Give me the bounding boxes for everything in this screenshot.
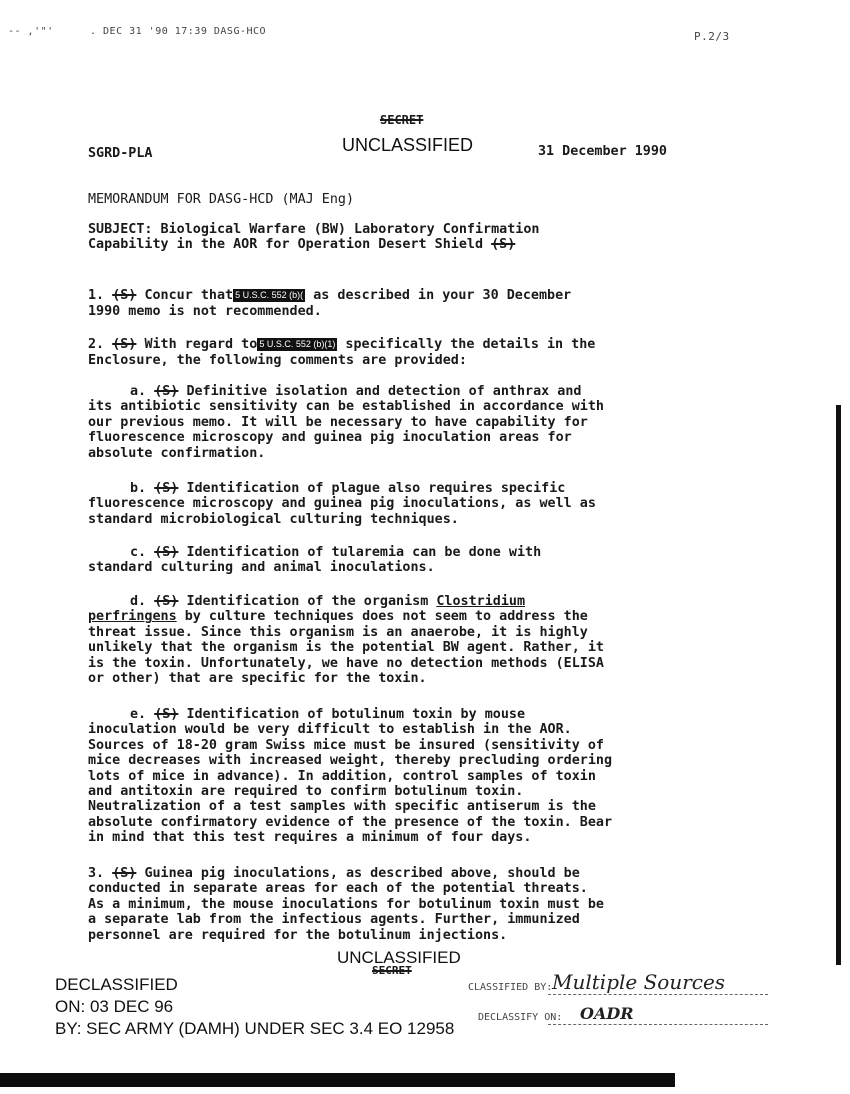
subject-line-2 [88, 237, 515, 252]
fax-page-number: P.2/3 [694, 30, 730, 43]
subparagraph-c-mark: (S) [154, 545, 179, 560]
paragraph-3-number: 3. [88, 866, 105, 881]
subparagraph-e-line: lots of mice in advance). In addition, control samples of toxin [88, 768, 596, 784]
subject-line-1: SUBJECT: Biological Warfare (BW) Laboratory Confirmation [88, 222, 540, 237]
paragraph-2-mark: (S) [112, 337, 137, 352]
classified-by-signature: Multiple Sources [552, 970, 726, 994]
declassified-date: ON: 03 DEC 96 [55, 997, 174, 1016]
declassified-label: DECLASSIFIED [55, 975, 178, 994]
paragraph-1-line-2: 1990 memo is not recommended. [88, 304, 322, 319]
memorandum-for: MEMORANDUM FOR DASG-HCD (MAJ Eng) [88, 192, 355, 207]
subparagraph-e-line: inoculation would be very difficult to establish in the AOR. [88, 722, 572, 738]
subparagraph-a-letter: a. [130, 384, 147, 399]
subparagraph-e-line: and antitoxin are required to confirm botulinum toxin. [88, 784, 524, 800]
subparagraph-a-line: absolute confirmation. [88, 445, 266, 461]
scan-edge-bar [836, 405, 841, 965]
subparagraph-b-letter: b. [130, 481, 147, 496]
organism-genus: Clostridium [436, 594, 526, 609]
paragraph-3-line: As a minimum, the mouse inoculations for botulinum toxin must be [88, 896, 604, 912]
paragraph-3-line: a separate lab from the infectious agents. Further, immunized [88, 912, 580, 928]
subparagraph-e-line: mice decreases with increased weight, thereby precluding ordering [88, 753, 613, 769]
subparagraph-d-line: threat issue. Since this organism is an anaerobe, it is highly [88, 624, 588, 640]
paragraph-1-lead: Concur that [144, 288, 234, 303]
paragraph-2-line-2: Enclosure, the following comments are provided: [88, 353, 467, 368]
memo-date: 31 December 1990 [538, 144, 667, 159]
subparagraph-d-line: is the toxin. Unfortunately, we have no detection methods (ELISA [88, 655, 604, 671]
subparagraph-d-line2-rest: by culture techniques does not seem to address the [184, 609, 588, 625]
classification-top: UNCLASSIFIED [342, 135, 474, 155]
fax-marks: -- ,'"' [8, 26, 54, 37]
paragraph-3 [88, 866, 604, 943]
paragraph-3-line: Guinea pig inoculations, as described above, should be [144, 866, 580, 881]
redaction-box: 5 U.S.C. 552 (b)( [235, 290, 304, 300]
subparagraph-d-line: or other) that are specific for the toxin. [88, 671, 427, 687]
subparagraph-a-line: fluorescence microscopy and guinea pig inoculation areas for [88, 430, 572, 446]
subparagraph-d-first: Identification of the organism [186, 594, 429, 609]
subparagraph-e-letter: e. [130, 707, 147, 722]
classification-bottom: UNCLASSIFIED [337, 948, 461, 967]
paragraph-1-line-1 [88, 288, 571, 303]
classified-by-label: CLASSIFIED BY: [468, 982, 553, 993]
paragraph-2-rest: specifically the details in the [345, 337, 596, 352]
subparagraph-b-line: Identification of plague also requires specific [186, 481, 566, 496]
classified-by-line [548, 994, 768, 995]
paragraph-3-line: personnel are required for the botulinum injections. [88, 927, 508, 943]
subparagraph-a-line: our previous memo. It will be necessary to have capability for [88, 414, 588, 430]
subparagraph-c-letter: c. [130, 545, 147, 560]
subparagraph-d-line: unlikely that the organism is the potential BW agent. Rather, it [88, 640, 604, 656]
subparagraph-d [88, 594, 604, 686]
paragraph-1-number: 1. [88, 288, 105, 303]
subparagraph-e-line: Sources of 18-20 gram Swiss mice must be insured (sensitivity of [88, 737, 604, 753]
subparagraph-c [88, 545, 541, 576]
paragraph-1-mark: (S) [112, 288, 137, 303]
fax-header-line: . DEC 31 '90 17:39 DASG-HCO [90, 26, 267, 37]
classification-top-struck: SECRET [380, 113, 424, 127]
subparagraph-b-mark: (S) [154, 481, 179, 496]
organism-species: perfringens [88, 609, 177, 625]
subject-class-mark: (S) [491, 237, 516, 252]
subparagraph-e-line: in mind that this test requires a minimum of four days. [88, 830, 532, 846]
paragraph-3-line: conducted in separate areas for each of the potential threats. [88, 881, 588, 897]
subparagraph-e [88, 707, 612, 846]
subparagraph-d-mark: (S) [154, 594, 179, 609]
subparagraph-a-mark: (S) [154, 384, 179, 399]
declassified-authority: BY: SEC ARMY (DAMH) UNDER SEC 3.4 EO 12958 [55, 1019, 455, 1038]
declassify-on-label: DECLASSIFY ON: [478, 1012, 563, 1023]
paragraph-3-mark: (S) [112, 866, 137, 881]
declassify-on-line [548, 1024, 768, 1025]
subparagraph-c-line: standard culturing and animal inoculations. [88, 560, 435, 576]
subparagraph-a-line: its antibiotic sensitivity can be established in accordance with [88, 399, 604, 415]
subject-line-2-text: Capability in the AOR for Operation Desert Shield [88, 237, 484, 252]
subparagraph-e-line: Identification of botulinum toxin by mouse [186, 707, 526, 722]
scan-bottom-bar [0, 1073, 675, 1087]
classification-bottom-struck: SECRET [372, 964, 412, 977]
subparagraph-b [88, 481, 596, 527]
paragraph-2-lead: With regard to [144, 337, 258, 352]
subparagraph-a-line: Definitive isolation and detection of anthrax and [186, 384, 582, 399]
declassification-block [55, 974, 454, 1040]
subparagraph-d-letter: d. [130, 594, 147, 609]
subparagraph-e-mark: (S) [154, 707, 179, 722]
subparagraph-e-line: Neutralization of a test samples with specific antiserum is the [88, 799, 596, 815]
subparagraph-b-line: standard microbiological culturing techniques. [88, 511, 459, 527]
paragraph-2-line-1 [88, 337, 595, 352]
redaction-box: 5 U.S.C. 552 (b)(1) [259, 339, 336, 349]
declassify-on-value: OADR [580, 1004, 634, 1023]
subparagraph-a [88, 384, 604, 461]
office-symbol: SGRD-PLA [88, 146, 153, 161]
subparagraph-c-line: Identification of tularemia can be done with [186, 545, 542, 560]
subparagraph-b-line: fluorescence microscopy and guinea pig inoculations, as well as [88, 496, 596, 512]
paragraph-1-rest: as described in your 30 December [313, 288, 572, 303]
subparagraph-e-line: absolute confirmatory evidence of the presence of the toxin. Bear [88, 814, 613, 830]
paragraph-2-number: 2. [88, 337, 105, 352]
